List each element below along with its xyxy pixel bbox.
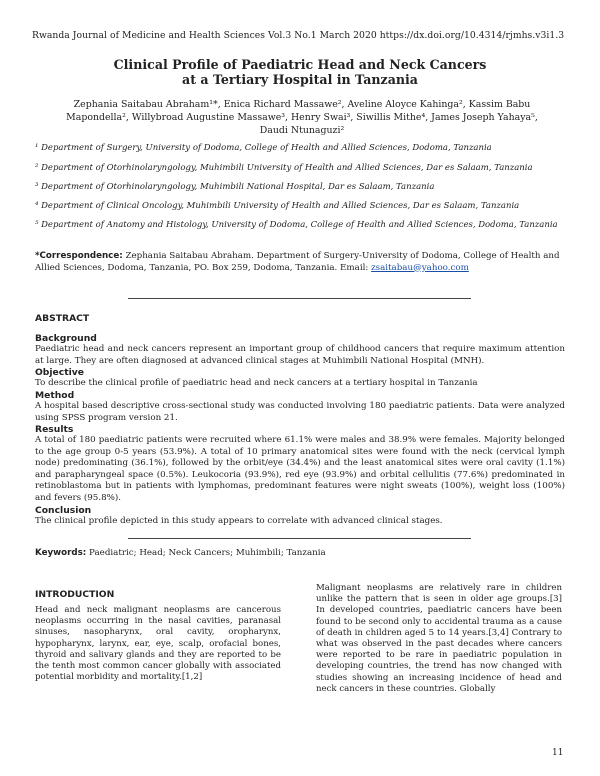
correspondence [35, 251, 565, 274]
author-list [60, 98, 544, 137]
conclusion-text: The clinical profile depicted in this study appears to correlate with advanced clinical stages. [35, 516, 443, 526]
author-line-2: Mapondella², Willybroad Augustine Massawe³, Henry Swai³, Siwillis Mithe⁴, James Joseph Yahaya⁵, [66, 112, 538, 123]
background-heading: Background [35, 333, 97, 344]
affiliation-2: ² Department of Otorhinolaryngology, Muhimbili University of Health and Allied Sciences, Dar es Salaam, Tanzania [35, 163, 533, 173]
introduction-heading: INTRODUCTION [35, 589, 115, 600]
correspondence-text: Zephania Saitabau Abraham. Department of Surgery-University of Dodoma, College of Health and Allied Sciences, Dodoma, Tanzania, PO. Box 259, Dodoma, Tanzania. Email: [35, 251, 560, 273]
author-line-3: Daudi Ntunaguzi² [259, 125, 345, 136]
title-line-1: Clinical Profile of Paediatric Head and Neck Cancers [113, 57, 487, 72]
keywords-text: Paediatric; Head; Neck Cancers; Muhimbili; Tanzania [86, 548, 326, 558]
affiliation-5: ⁵ Department of Anatomy and Histology, University of Dodoma, College of Health and Allied Sciences, Dodoma, Tanzania [35, 220, 558, 230]
results-text: A total of 180 paediatric patients were recruited where 61.1% were males and 38.9% were females. Majority belonged to the age group 0-5 years (53.9%). A total of 10 primary anatomical sites were found with the neck (cervical lymph node) predominating (36.1%), followed by the orbit/eye (34.4%) and the least anatomical sites were oral cavity (1.1%) and parapharyngeal space (0.5%). Leukocoria (93.9%), red eye (93.9%) and orbital cellulitis (77.6%) predominated in retinoblastoma but in patients with lymphomas, predominant features were night sweats (100%), weight loss (100%) and fevers (95.8%). [35, 435, 565, 503]
email-link[interactable]: zsaitabau@yahoo.com [371, 262, 469, 273]
divider-bottom [128, 538, 471, 539]
conclusion-heading: Conclusion [35, 505, 92, 516]
keywords-label: Keywords: [35, 548, 87, 558]
author-line-1: Zephania Saitabau Abraham¹*, Enica Richard Massawe², Aveline Aloyce Kahinga², Kassim Babu [73, 99, 531, 110]
results-heading: Results [35, 424, 74, 435]
keywords [35, 548, 326, 558]
abstract-heading: ABSTRACT [35, 313, 90, 324]
page-number: 11 [552, 748, 564, 758]
method-text: A hospital based descriptive cross-sectional study was conducted involving 180 paediatric patients. Data were analyzed using SPSS program version 21. [35, 401, 565, 423]
affiliation-4: ⁴ Department of Clinical Oncology, Muhimbili University of Health and Allied Sciences, Dar es Salaam, Tanzania [35, 201, 520, 211]
affiliation-1: ¹ Department of Surgery, University of Dodoma, College of Health and Allied Sciences, Dodoma, Tanzania [35, 143, 492, 153]
background-text: Paediatric head and neck cancers represent an important group of childhood cancers that require maximum attention at large. They are often diagnosed at advanced clinical stages at Muhimbili National Hospital (MNH). [35, 344, 565, 366]
intro-left-column: Head and neck malignant neoplasms are cancerous neoplasms occurring in the nasal cavities, paranasal sinuses, nasopharynx, oral cavity, oropharynx, hypopharynx, larynx, ear, eye, scalp, orofacial bones, thyroid and salivary glands and they are reported to be the tenth most common cancer globally with associated potential morbidity and mortality.[1,2] [35, 605, 281, 683]
affiliation-3: ³ Department of Otorhinolaryngology, Muhimbili National Hospital, Dar es Salaam, Tanzania [35, 182, 435, 192]
method-heading: Method [35, 390, 75, 401]
intro-right-column: Malignant neoplasms are relatively rare in children unlike the pattern that is seen in older age groups.[3] In developed countries, paediatric cancers have been found to be second only to accidental trauma as a cause of death in children aged 5 to 14 years.[3,4] Contrary to what was observed in the past decades where cancers were reported to be rare in paediatric population in developing countries, the trend has now changed with studies showing an increasing incidence of head and neck cancers in these countries. Globally [316, 583, 562, 694]
paper-title [40, 57, 560, 87]
objective-heading: Objective [35, 367, 84, 378]
title-line-2: at a Tertiary Hospital in Tanzania [182, 72, 418, 87]
objective-text: To describe the clinical profile of paediatric head and neck cancers at a tertiary hospital in Tanzania [35, 378, 478, 388]
correspondence-label: *Correspondence: [35, 251, 123, 261]
divider-top [128, 298, 471, 299]
journal-header: Rwanda Journal of Medicine and Health Sciences Vol.3 No.1 March 2020 https://dx.doi.org/10.4314/rjmhs.v3i1.3 [32, 30, 565, 41]
